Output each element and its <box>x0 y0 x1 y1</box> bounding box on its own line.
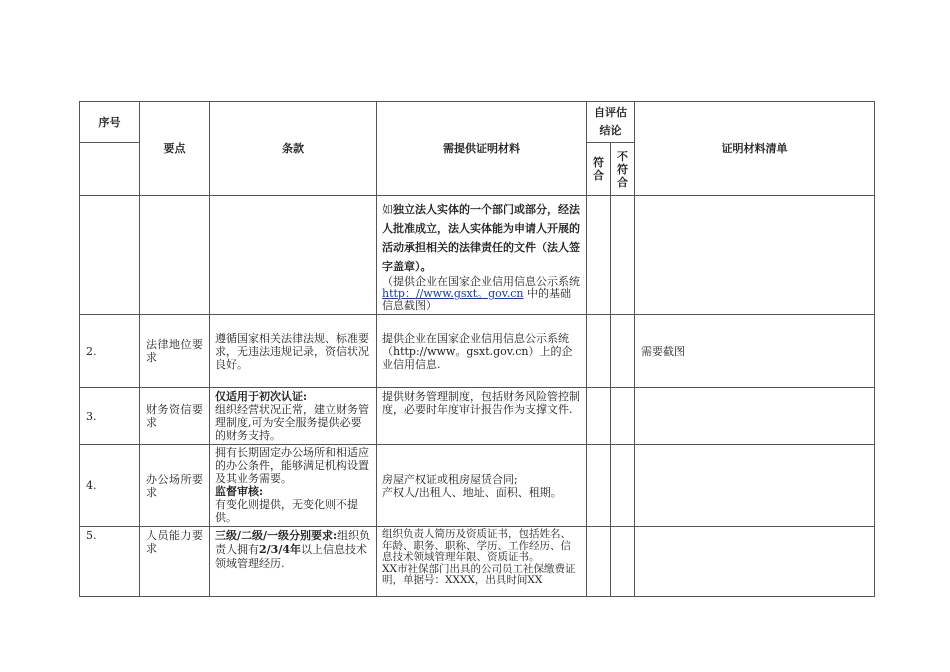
row2-material: 提供企业在国家企业信用信息公示系统（http://www。gsxt.gov.cn）上的企业信用信息. <box>377 315 587 388</box>
row5-num: 5. <box>80 527 140 597</box>
header-seq: 序号 <box>80 102 140 143</box>
row3-num: 3. <box>80 388 140 445</box>
row3-point: 财务资信要求 <box>140 388 210 445</box>
row5-clause-a: 组织负责人拥有 <box>215 529 371 556</box>
row3-conform <box>587 388 611 445</box>
row4-clause-text2: 有变化则提供，无变化则不提供。 <box>215 498 358 524</box>
row5-material-2: XX市社保部门出具的公司员工社保缴费证明，单据号：XXXX，出具时间XX <box>382 562 576 586</box>
row2-nonconform <box>611 315 635 388</box>
row3-evidence <box>635 388 875 445</box>
row5-nonconform <box>611 527 635 597</box>
row2-clause: 遵循国家相关法律法规、标准要求，无违法违规记录，资信状况良好。 <box>210 315 377 388</box>
row4-num: 4. <box>80 445 140 527</box>
row5-clause-bold: 三级/二级/一级分别要求: <box>215 529 338 542</box>
row4-conform <box>587 445 611 527</box>
row5-material-1: 组织负责人简历及资质证书，包括姓名、年龄、职务、职称、学历、工作经历、信息技术领域管理年限、资质证书。 <box>382 528 571 563</box>
row1-mat-note1: （提供企业在国家企业信用信息公示系统 <box>382 275 580 288</box>
row1-mat-prefix: 如 <box>382 203 393 216</box>
row1-nonconform <box>611 196 635 315</box>
row2-conform <box>587 315 611 388</box>
row5-material <box>377 527 587 597</box>
table-row <box>80 445 875 527</box>
row3-clause <box>210 388 377 445</box>
row4-nonconform <box>611 445 635 527</box>
row4-material <box>377 445 587 527</box>
row1-clause <box>210 196 377 315</box>
header-nonconform: 不符合 <box>611 143 635 196</box>
table-row <box>80 196 875 315</box>
row4-clause-bold: 监督审核: <box>215 485 264 498</box>
assessment-table <box>79 101 875 597</box>
header-materials: 需提供证明材料 <box>377 102 587 196</box>
header-evidence-list: 证明材料清单 <box>635 102 875 196</box>
row3-clause-bold: 仅适用于初次认证: <box>215 390 308 403</box>
row1-conform <box>587 196 611 315</box>
row4-point: 办公场所要求 <box>140 445 210 527</box>
header-clause: 条款 <box>210 102 377 196</box>
row1-material <box>377 196 587 315</box>
row3-clause-text: 组织经营状况正常，建立财务管理制度,可为安全服务提供必要的财务支持。 <box>215 403 369 442</box>
row3-nonconform <box>611 388 635 445</box>
row5-clause-b: 以上信息技术领域管理经历. <box>215 543 367 570</box>
row1-mat-bold: 独立法人实体的一个部门或部分，经法人批准成立，法人实体能为申请人开展的活动承担相关的法律责任的文件（法人签字盖章）。 <box>382 203 580 273</box>
row4-clause-text1: 拥有长期固定办公场所和相适应的办公条件，能够满足机构设置及其业务需要。 <box>215 446 369 485</box>
row1-point <box>140 196 210 315</box>
header-self-eval: 自评估结论 <box>587 102 635 143</box>
header-seq-blank <box>80 143 140 196</box>
row5-conform <box>587 527 611 597</box>
row1-num <box>80 196 140 315</box>
row4-material-2: 产权人/出租人、地址、面积、租期。 <box>382 485 562 499</box>
header-conform: 符合 <box>587 143 611 196</box>
table-row <box>80 315 875 388</box>
row5-clause <box>210 527 377 597</box>
row5-point: 人员能力要求 <box>140 527 210 597</box>
row4-evidence <box>635 445 875 527</box>
row1-evidence <box>635 196 875 315</box>
header-points: 要点 <box>140 102 210 196</box>
row2-evidence: 需要截图 <box>635 315 875 388</box>
row3-material: 提供财务管理制度，包括财务风险管控制度，必要时年度审计报告作为支撑文件. <box>377 388 587 445</box>
row5-evidence <box>635 527 875 597</box>
row4-material-1: 房屋产权证或租房屋赁合同; <box>382 472 518 486</box>
row4-clause <box>210 445 377 527</box>
row1-mat-link[interactable]: http：//www.gsxt。gov.cn <box>382 287 524 300</box>
row2-num: 2. <box>80 315 140 388</box>
row1-mat-note2: 中的基础信息截图） <box>382 287 571 312</box>
row2-point: 法律地位要求 <box>140 315 210 388</box>
row5-clause-years: 2/3/4年 <box>259 543 301 556</box>
table-row <box>80 527 875 597</box>
table-row <box>80 388 875 445</box>
